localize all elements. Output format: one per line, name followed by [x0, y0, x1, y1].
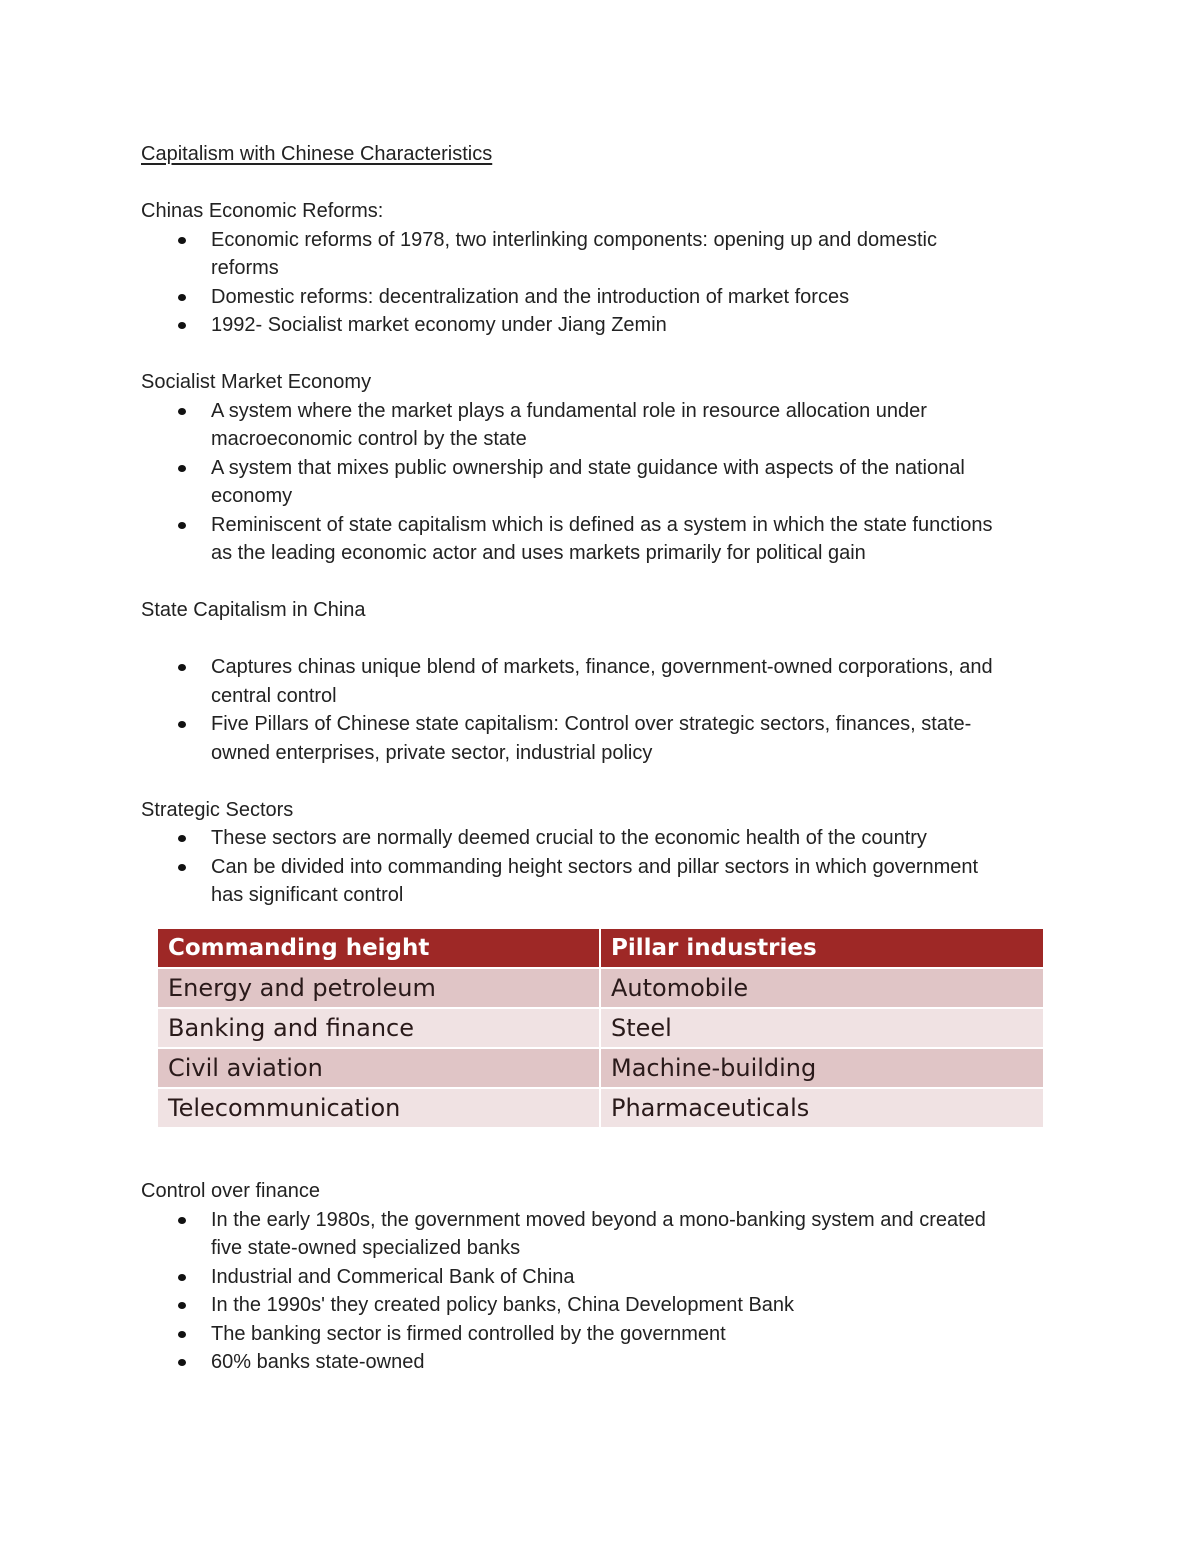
bullet-list-sme — [141, 397, 1061, 568]
bullet-icon — [178, 465, 186, 472]
table-row — [157, 1048, 1044, 1088]
section-heading-state-capitalism: State Capitalism in China — [141, 599, 366, 621]
list-item-text: has significant control — [211, 884, 404, 906]
list-item — [141, 710, 1061, 739]
list-item — [141, 283, 1061, 312]
bullet-list-reforms — [141, 226, 1061, 340]
bullet-icon — [178, 864, 186, 871]
list-item-text: In the early 1980s, the government moved beyond a mono-banking system and created — [211, 1208, 986, 1231]
bullet-icon — [178, 408, 186, 415]
bullet-icon — [178, 835, 186, 842]
list-item — [141, 1263, 1061, 1292]
list-item-text: Domestic reforms: decentralization and the introduction of market forces — [211, 285, 850, 308]
list-item-text: Reminiscent of state capitalism which is defined as a system in which the state functions — [211, 513, 993, 536]
table-row — [157, 968, 1044, 1008]
list-item-text: reforms — [211, 257, 279, 279]
bullet-icon — [178, 1331, 186, 1338]
table-cell: Banking and finance — [157, 1008, 600, 1048]
list-item-text: These sectors are normally deemed crucial to the economic health of the country — [211, 827, 927, 849]
table-row — [157, 1088, 1044, 1128]
bullet-icon — [178, 237, 186, 244]
list-item-text: Can be divided into commanding height sectors and pillar sectors in which government — [211, 855, 979, 878]
document-title: Capitalism with Chinese Characteristics — [141, 143, 493, 165]
list-item-continuation — [141, 425, 1061, 454]
bullet-icon — [178, 721, 186, 728]
list-item-text: 60% banks state-owned — [211, 1351, 425, 1373]
table-cell: Energy and petroleum — [157, 968, 600, 1008]
list-item-text: economy — [211, 485, 293, 507]
list-item-text: A system where the market plays a fundamental role in resource allocation under — [211, 399, 927, 422]
list-item-continuation — [141, 682, 1061, 711]
list-item — [141, 1348, 1061, 1377]
list-item — [141, 653, 1061, 682]
bullet-icon — [178, 1274, 186, 1281]
list-item-continuation — [141, 539, 1061, 568]
list-item — [141, 1206, 1061, 1235]
spacer — [141, 340, 1061, 369]
section-heading-strategic-sectors: Strategic Sectors — [141, 798, 294, 821]
bullet-list-state-capitalism — [141, 653, 1061, 767]
table-header-row — [157, 928, 1044, 968]
list-item-continuation — [141, 1234, 1061, 1263]
list-item — [141, 853, 1061, 882]
spacer — [141, 568, 1061, 597]
spacer — [141, 767, 1061, 796]
bullet-list-strategic-sectors — [141, 824, 1061, 910]
industry-table — [156, 927, 1045, 1129]
list-item-text: Industrial and Commerical Bank of China — [211, 1265, 575, 1288]
list-item-continuation — [141, 881, 1061, 910]
list-item-text: A system that mixes public ownership and state guidance with aspects of the national — [211, 456, 965, 479]
list-item-continuation — [141, 739, 1061, 768]
list-item — [141, 1320, 1061, 1349]
bullet-icon — [178, 522, 186, 529]
section-heading-reforms: Chinas Economic Reforms: — [141, 200, 384, 222]
table-cell: Pharmaceuticals — [600, 1088, 1044, 1128]
list-item — [141, 397, 1061, 426]
list-item — [141, 824, 1061, 853]
list-item-text: Captures chinas unique blend of markets, finance, government-owned corporations, and — [211, 656, 993, 678]
list-item-text: Economic reforms of 1978, two interlinking components: opening up and domestic — [211, 228, 937, 251]
list-item-continuation — [141, 482, 1061, 511]
table-header-commanding-height: Commanding height — [157, 928, 600, 968]
document-body-lower — [141, 1177, 1061, 1377]
table-row — [157, 1008, 1044, 1048]
list-item — [141, 1291, 1061, 1320]
table-cell: Civil aviation — [157, 1048, 600, 1088]
bullet-icon — [178, 1217, 186, 1224]
document-body — [141, 140, 1061, 910]
bullet-icon — [178, 1359, 186, 1366]
list-item — [141, 226, 1061, 255]
table-cell: Machine-building — [600, 1048, 1044, 1088]
bullet-icon — [178, 294, 186, 301]
list-item-text: The banking sector is firmed controlled by the government — [211, 1322, 726, 1345]
table-cell: Telecommunication — [157, 1088, 600, 1128]
list-item-text: as the leading economic actor and uses markets primarily for political gain — [211, 542, 866, 564]
bullet-icon — [178, 664, 186, 671]
list-item-text: five state-owned specialized banks — [211, 1237, 521, 1259]
spacer — [141, 625, 1061, 654]
bullet-icon — [178, 1302, 186, 1309]
list-item-text: 1992- Socialist market economy under Jiang Zemin — [211, 314, 667, 336]
list-item-continuation — [141, 254, 1061, 283]
table-cell: Steel — [600, 1008, 1044, 1048]
list-item-text: Five Pillars of Chinese state capitalism: Control over strategic sectors, finances, state- — [211, 713, 972, 735]
list-item-text: owned enterprises, private sector, industrial policy — [211, 741, 653, 764]
list-item-text: central control — [211, 684, 337, 707]
table-cell: Automobile — [600, 968, 1044, 1008]
bullet-list-finance — [141, 1206, 1061, 1377]
spacer — [141, 169, 1061, 198]
table-header-pillar-industries: Pillar industries — [600, 928, 1044, 968]
section-heading-sme: Socialist Market Economy — [141, 371, 372, 393]
list-item — [141, 511, 1061, 540]
list-item-text: macroeconomic control by the state — [211, 428, 527, 450]
list-item — [141, 311, 1061, 340]
bullet-icon — [178, 322, 186, 329]
list-item-text: In the 1990s' they created policy banks, China Development Bank — [211, 1294, 795, 1316]
list-item — [141, 454, 1061, 483]
section-heading-control-over-finance: Control over finance — [141, 1180, 320, 1202]
